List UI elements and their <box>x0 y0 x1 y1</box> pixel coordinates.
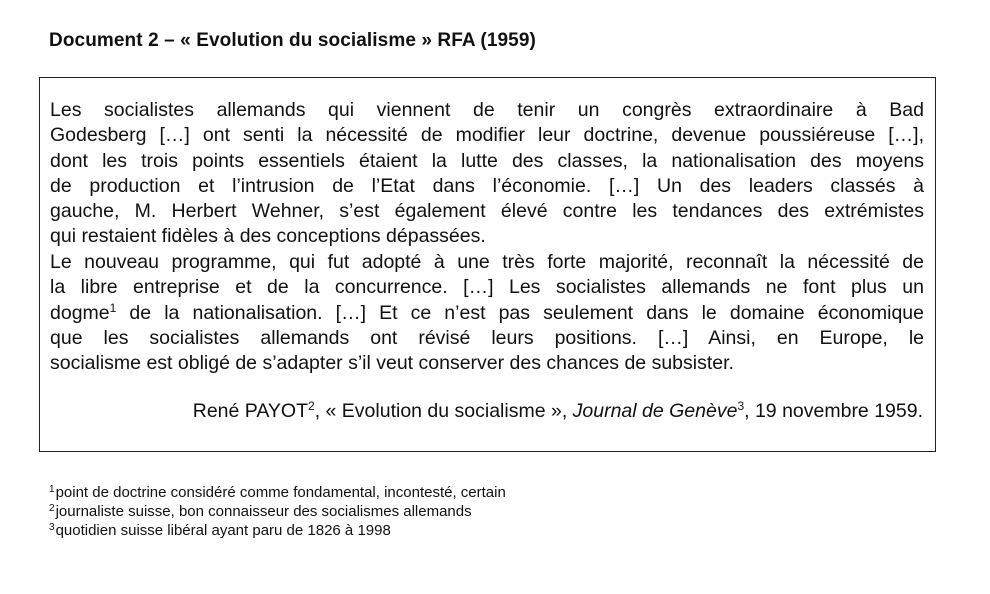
footnote-number: 3 <box>49 522 55 533</box>
footnote-ref-1: 1 <box>109 300 117 315</box>
text-fragment: de la nationalisation. […] Et ce n’est pas seulement dans le domaine économique <box>116 301 924 324</box>
text-line: Godesberg […] ont senti la nécessité de modifier leur doctrine, devenue poussiéreuse […], <box>50 124 924 147</box>
footnote-number: 2 <box>49 503 55 514</box>
footnote-ref-2: 2 <box>308 399 315 413</box>
text-line: Le nouveau programme, qui fut adopté à une très forte majorité, reconnaît la nécessité de <box>50 251 924 273</box>
source-title: , « Evolution du socialisme », <box>314 400 573 422</box>
text-line: de production et l’intrusion de l’Etat dans l’économie. […] Un des leaders classés à <box>50 174 924 197</box>
text-line: dont les trois points essentiels étaient la lutte des classes, la nationalisation des moyens <box>50 149 924 172</box>
document-title: Document 2 – « Evolution du socialisme » RFA (1959) <box>49 30 536 51</box>
footnote-1 <box>49 483 506 502</box>
text-fragment: dogme <box>50 301 110 324</box>
footnote-text: journaliste suisse, bon connaisseur des socialismes allemands <box>55 503 472 520</box>
paragraph-1 <box>50 98 924 250</box>
source-journal: Journal de Genève <box>572 400 738 422</box>
footnote-text: point de doctrine considéré comme fondamental, incontesté, certain <box>55 484 506 501</box>
text-line: gauche, M. Herbert Wehner, s’est également élevé contre les tendances des extrémistes <box>50 200 924 223</box>
footnote-number: 1 <box>49 484 55 495</box>
source-author: René PAYOT <box>192 400 308 422</box>
paragraph-2 <box>50 250 924 376</box>
text-line: Les socialistes allemands qui viennent de tenir un congrès extraordinaire à Bad <box>50 99 924 121</box>
footnote-text: quotidien suisse libéral ayant paru de 1826 à 1998 <box>55 522 391 539</box>
source-date: , 19 novembre 1959. <box>744 400 923 422</box>
footnote-3 <box>49 521 506 540</box>
source-citation <box>193 400 923 423</box>
text-box <box>39 77 936 452</box>
text-line-with-footnote <box>50 301 924 326</box>
footnote-ref-3: 3 <box>737 399 745 413</box>
text-line: la libre entreprise et de la concurrence. […] Les socialistes allemands ne font plus un <box>50 276 924 299</box>
text-line: que les socialistes allemands ont révisé leurs positions. […] Ainsi, en Europe, le <box>50 326 924 349</box>
text-line: qui restaient fidèles à des conceptions dépassées. <box>50 225 486 248</box>
footnotes <box>49 483 506 540</box>
footnote-2 <box>49 502 506 521</box>
text-line: socialisme est obligé de s’adapter s’il veut conserver des chances de subsister. <box>50 352 734 375</box>
